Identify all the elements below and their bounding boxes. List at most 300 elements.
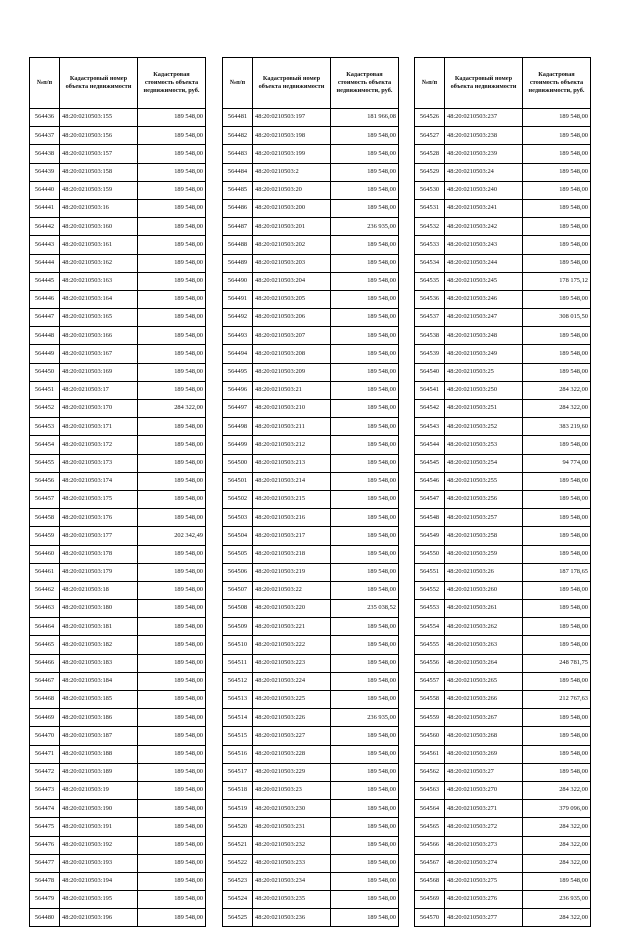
table-row bbox=[415, 436, 591, 454]
table-row bbox=[415, 563, 591, 581]
cadastral-number: 48:20:0210503:16 bbox=[60, 199, 138, 217]
cadastral-value: 189 548,00 bbox=[331, 199, 399, 217]
table-row bbox=[223, 763, 399, 781]
cadastral-value: 189 548,00 bbox=[138, 909, 206, 927]
row-number: 564564 bbox=[415, 800, 445, 818]
cadastral-value: 189 548,00 bbox=[331, 563, 399, 581]
row-number: 564448 bbox=[30, 327, 60, 345]
table-row bbox=[223, 545, 399, 563]
table-row bbox=[30, 472, 206, 490]
row-number: 564495 bbox=[223, 363, 253, 381]
cadastral-value: 189 548,00 bbox=[523, 109, 591, 127]
row-number: 564471 bbox=[30, 745, 60, 763]
row-number: 564556 bbox=[415, 654, 445, 672]
cadastral-value: 189 548,00 bbox=[331, 163, 399, 181]
cadastral-value: 189 548,00 bbox=[523, 600, 591, 618]
cadastral-value: 189 548,00 bbox=[138, 818, 206, 836]
cadastral-number: 48:20:0210503:185 bbox=[60, 691, 138, 709]
table-row bbox=[223, 345, 399, 363]
cadastral-value: 189 548,00 bbox=[523, 363, 591, 381]
cadastral-number: 48:20:0210503:20 bbox=[253, 181, 331, 199]
header-cadastral-value: Кадастровая стоимость объекта недвижимости, руб. bbox=[523, 58, 591, 109]
table-row bbox=[30, 436, 206, 454]
table-row bbox=[223, 472, 399, 490]
row-number: 564459 bbox=[30, 527, 60, 545]
table-row bbox=[223, 891, 399, 909]
table-row bbox=[30, 745, 206, 763]
header-cadastral-value: Кадастровая стоимость объекта недвижимости, руб. bbox=[331, 58, 399, 109]
cadastral-value: 178 175,12 bbox=[523, 272, 591, 290]
table-row bbox=[223, 127, 399, 145]
row-number: 564478 bbox=[30, 872, 60, 890]
row-number: 564549 bbox=[415, 527, 445, 545]
cadastral-number: 48:20:0210503:173 bbox=[60, 454, 138, 472]
cadastral-value: 308 015,50 bbox=[523, 309, 591, 327]
cadastral-value: 189 548,00 bbox=[138, 581, 206, 599]
cadastral-number: 48:20:0210503:217 bbox=[253, 527, 331, 545]
cadastral-number: 48:20:0210503:238 bbox=[445, 127, 523, 145]
row-number: 564501 bbox=[223, 472, 253, 490]
cadastral-value: 189 548,00 bbox=[331, 254, 399, 272]
header-num: №п/п bbox=[415, 58, 445, 109]
row-number: 564489 bbox=[223, 254, 253, 272]
row-number: 564547 bbox=[415, 490, 445, 508]
table-row bbox=[415, 745, 591, 763]
cadastral-value: 189 548,00 bbox=[331, 781, 399, 799]
cadastral-value: 189 548,00 bbox=[138, 218, 206, 236]
table-row bbox=[223, 309, 399, 327]
table-row bbox=[30, 309, 206, 327]
row-number: 564466 bbox=[30, 654, 60, 672]
table-row bbox=[30, 636, 206, 654]
row-number: 564463 bbox=[30, 600, 60, 618]
table-row bbox=[415, 836, 591, 854]
cadastral-number: 48:20:0210503:156 bbox=[60, 127, 138, 145]
cadastral-value: 202 342,49 bbox=[138, 527, 206, 545]
cadastral-number: 48:20:0210503:224 bbox=[253, 672, 331, 690]
table-row bbox=[223, 381, 399, 399]
cadastral-number: 48:20:0210503:187 bbox=[60, 727, 138, 745]
table-row bbox=[415, 254, 591, 272]
row-number: 564550 bbox=[415, 545, 445, 563]
row-number: 564442 bbox=[30, 218, 60, 236]
cadastral-table-1 bbox=[29, 57, 206, 927]
cadastral-value: 189 548,00 bbox=[138, 872, 206, 890]
cadastral-value: 189 548,00 bbox=[331, 345, 399, 363]
cadastral-value: 236 935,00 bbox=[331, 709, 399, 727]
cadastral-value: 189 548,00 bbox=[138, 600, 206, 618]
table-row bbox=[415, 672, 591, 690]
table-row bbox=[30, 454, 206, 472]
cadastral-value: 189 548,00 bbox=[138, 327, 206, 345]
cadastral-value: 189 548,00 bbox=[523, 236, 591, 254]
cadastral-value: 189 548,00 bbox=[138, 618, 206, 636]
cadastral-value: 379 096,00 bbox=[523, 800, 591, 818]
row-number: 564532 bbox=[415, 218, 445, 236]
cadastral-value: 189 548,00 bbox=[331, 236, 399, 254]
row-number: 564491 bbox=[223, 290, 253, 308]
cadastral-value: 189 548,00 bbox=[331, 636, 399, 654]
cadastral-value: 189 548,00 bbox=[331, 818, 399, 836]
cadastral-number: 48:20:0210503:182 bbox=[60, 636, 138, 654]
table-row bbox=[415, 872, 591, 890]
table-row bbox=[30, 545, 206, 563]
cadastral-value: 284 322,00 bbox=[523, 909, 591, 927]
cadastral-number: 48:20:0210503:213 bbox=[253, 454, 331, 472]
row-number: 564497 bbox=[223, 400, 253, 418]
table-row bbox=[223, 672, 399, 690]
row-number: 564535 bbox=[415, 272, 445, 290]
cadastral-value: 189 548,00 bbox=[523, 218, 591, 236]
row-number: 564502 bbox=[223, 490, 253, 508]
cadastral-number: 48:20:0210503:216 bbox=[253, 509, 331, 527]
table-row bbox=[415, 472, 591, 490]
table-row bbox=[223, 727, 399, 745]
table-row bbox=[223, 490, 399, 508]
cadastral-number: 48:20:0210503:172 bbox=[60, 436, 138, 454]
row-number: 564444 bbox=[30, 254, 60, 272]
row-number: 564514 bbox=[223, 709, 253, 727]
cadastral-number: 48:20:0210503:19 bbox=[60, 781, 138, 799]
cadastral-number: 48:20:0210503:206 bbox=[253, 309, 331, 327]
cadastral-number: 48:20:0210503:202 bbox=[253, 236, 331, 254]
cadastral-value: 189 548,00 bbox=[331, 854, 399, 872]
table-row bbox=[415, 854, 591, 872]
header-cadastral-number: Кадастровый номер объекта недвижимости bbox=[445, 58, 523, 109]
cadastral-number: 48:20:0210503:270 bbox=[445, 781, 523, 799]
table-row bbox=[223, 527, 399, 545]
row-number: 564553 bbox=[415, 600, 445, 618]
cadastral-value: 189 548,00 bbox=[331, 763, 399, 781]
row-number: 564523 bbox=[223, 872, 253, 890]
table-row bbox=[223, 254, 399, 272]
row-number: 564561 bbox=[415, 745, 445, 763]
cadastral-value: 189 548,00 bbox=[331, 454, 399, 472]
row-number: 564480 bbox=[30, 909, 60, 927]
cadastral-value: 189 548,00 bbox=[138, 745, 206, 763]
cadastral-number: 48:20:0210503:222 bbox=[253, 636, 331, 654]
cadastral-value: 235 038,52 bbox=[331, 600, 399, 618]
table-row bbox=[415, 345, 591, 363]
row-number: 564446 bbox=[30, 290, 60, 308]
cadastral-value: 189 548,00 bbox=[331, 727, 399, 745]
table-row bbox=[30, 254, 206, 272]
cadastral-number: 48:20:0210503:181 bbox=[60, 618, 138, 636]
row-number: 564473 bbox=[30, 781, 60, 799]
cadastral-number: 48:20:0210503:259 bbox=[445, 545, 523, 563]
cadastral-number: 48:20:0210503:245 bbox=[445, 272, 523, 290]
cadastral-number: 48:20:0210503:277 bbox=[445, 909, 523, 927]
table-row bbox=[223, 290, 399, 308]
cadastral-value: 189 548,00 bbox=[138, 309, 206, 327]
cadastral-value: 189 548,00 bbox=[331, 618, 399, 636]
cadastral-number: 48:20:0210503:230 bbox=[253, 800, 331, 818]
cadastral-number: 48:20:0210503:160 bbox=[60, 218, 138, 236]
table-row bbox=[415, 618, 591, 636]
cadastral-value: 236 935,00 bbox=[331, 218, 399, 236]
cadastral-value: 189 548,00 bbox=[138, 454, 206, 472]
table-row bbox=[223, 654, 399, 672]
cadastral-number: 48:20:0210503:269 bbox=[445, 745, 523, 763]
cadastral-value: 189 548,00 bbox=[138, 800, 206, 818]
row-number: 564494 bbox=[223, 345, 253, 363]
table-row bbox=[415, 654, 591, 672]
row-number: 564557 bbox=[415, 672, 445, 690]
cadastral-number: 48:20:0210503:252 bbox=[445, 418, 523, 436]
table-row bbox=[223, 163, 399, 181]
cadastral-value: 189 548,00 bbox=[523, 327, 591, 345]
row-number: 564440 bbox=[30, 181, 60, 199]
table-row bbox=[415, 109, 591, 127]
cadastral-value: 189 548,00 bbox=[138, 109, 206, 127]
cadastral-value: 189 548,00 bbox=[331, 654, 399, 672]
table-row bbox=[415, 181, 591, 199]
cadastral-value: 189 548,00 bbox=[523, 672, 591, 690]
cadastral-value: 189 548,00 bbox=[331, 381, 399, 399]
cadastral-number: 48:20:0210503:229 bbox=[253, 763, 331, 781]
row-number: 564513 bbox=[223, 691, 253, 709]
table-row bbox=[30, 127, 206, 145]
table-row bbox=[30, 909, 206, 927]
table-body bbox=[30, 109, 206, 927]
table-row bbox=[30, 709, 206, 727]
row-number: 564551 bbox=[415, 563, 445, 581]
cadastral-value: 189 548,00 bbox=[331, 872, 399, 890]
row-number: 564467 bbox=[30, 672, 60, 690]
table-row bbox=[30, 490, 206, 508]
table-row bbox=[223, 218, 399, 236]
cadastral-value: 189 548,00 bbox=[138, 290, 206, 308]
cadastral-value: 189 548,00 bbox=[331, 418, 399, 436]
table-row bbox=[223, 872, 399, 890]
cadastral-number: 48:20:0210503:227 bbox=[253, 727, 331, 745]
table-row bbox=[223, 109, 399, 127]
cadastral-value: 189 548,00 bbox=[331, 527, 399, 545]
cadastral-value: 189 548,00 bbox=[331, 909, 399, 927]
cadastral-value: 284 322,00 bbox=[523, 854, 591, 872]
cadastral-number: 48:20:0210503:22 bbox=[253, 581, 331, 599]
cadastral-number: 48:20:0210503:184 bbox=[60, 672, 138, 690]
row-number: 564518 bbox=[223, 781, 253, 799]
cadastral-value: 284 322,00 bbox=[523, 400, 591, 418]
table-row bbox=[415, 290, 591, 308]
row-number: 564505 bbox=[223, 545, 253, 563]
row-number: 564560 bbox=[415, 727, 445, 745]
cadastral-number: 48:20:0210503:190 bbox=[60, 800, 138, 818]
table-header-row bbox=[415, 58, 591, 109]
row-number: 564554 bbox=[415, 618, 445, 636]
table-row bbox=[30, 672, 206, 690]
cadastral-value: 189 548,00 bbox=[138, 199, 206, 217]
row-number: 564558 bbox=[415, 691, 445, 709]
cadastral-number: 48:20:0210503:266 bbox=[445, 691, 523, 709]
header-cadastral-number: Кадастровый номер объекта недвижимости bbox=[253, 58, 331, 109]
table-row bbox=[415, 600, 591, 618]
table-row bbox=[223, 272, 399, 290]
row-number: 564565 bbox=[415, 818, 445, 836]
cadastral-number: 48:20:0210503:255 bbox=[445, 472, 523, 490]
cadastral-number: 48:20:0210503:219 bbox=[253, 563, 331, 581]
cadastral-value: 189 548,00 bbox=[523, 545, 591, 563]
cadastral-value: 383 219,60 bbox=[523, 418, 591, 436]
row-number: 564503 bbox=[223, 509, 253, 527]
cadastral-number: 48:20:0210503:235 bbox=[253, 891, 331, 909]
row-number: 564507 bbox=[223, 581, 253, 599]
table-row bbox=[223, 454, 399, 472]
cadastral-value: 212 767,63 bbox=[523, 691, 591, 709]
cadastral-number: 48:20:0210503:248 bbox=[445, 327, 523, 345]
row-number: 564538 bbox=[415, 327, 445, 345]
table-row bbox=[30, 290, 206, 308]
cadastral-value: 189 548,00 bbox=[523, 490, 591, 508]
row-number: 564559 bbox=[415, 709, 445, 727]
cadastral-number: 48:20:0210503:268 bbox=[445, 727, 523, 745]
cadastral-number: 48:20:0210503:186 bbox=[60, 709, 138, 727]
row-number: 564546 bbox=[415, 472, 445, 490]
table-row bbox=[223, 327, 399, 345]
cadastral-number: 48:20:0210503:164 bbox=[60, 290, 138, 308]
cadastral-value: 189 548,00 bbox=[523, 509, 591, 527]
cadastral-number: 48:20:0210503:239 bbox=[445, 145, 523, 163]
row-number: 564541 bbox=[415, 381, 445, 399]
table-row bbox=[30, 109, 206, 127]
cadastral-value: 189 548,00 bbox=[138, 363, 206, 381]
cadastral-number: 48:20:0210503:162 bbox=[60, 254, 138, 272]
cadastral-value: 189 548,00 bbox=[331, 327, 399, 345]
cadastral-number: 48:20:0210503:256 bbox=[445, 490, 523, 508]
row-number: 564526 bbox=[415, 109, 445, 127]
row-number: 564462 bbox=[30, 581, 60, 599]
table-row bbox=[415, 781, 591, 799]
row-number: 564506 bbox=[223, 563, 253, 581]
cadastral-number: 48:20:0210503:257 bbox=[445, 509, 523, 527]
cadastral-value: 189 548,00 bbox=[523, 636, 591, 654]
cadastral-value: 189 548,00 bbox=[138, 563, 206, 581]
table-row bbox=[415, 490, 591, 508]
cadastral-value: 189 548,00 bbox=[331, 836, 399, 854]
cadastral-number: 48:20:0210503:167 bbox=[60, 345, 138, 363]
cadastral-number: 48:20:0210503:210 bbox=[253, 400, 331, 418]
table-row bbox=[223, 436, 399, 454]
cadastral-number: 48:20:0210503:165 bbox=[60, 309, 138, 327]
cadastral-number: 48:20:0210503:253 bbox=[445, 436, 523, 454]
cadastral-number: 48:20:0210503:170 bbox=[60, 400, 138, 418]
table-row bbox=[30, 381, 206, 399]
table-row bbox=[30, 327, 206, 345]
table-row bbox=[415, 454, 591, 472]
row-number: 564479 bbox=[30, 891, 60, 909]
table-row bbox=[415, 327, 591, 345]
cadastral-value: 189 548,00 bbox=[523, 199, 591, 217]
table-row bbox=[415, 363, 591, 381]
cadastral-number: 48:20:0210503:241 bbox=[445, 199, 523, 217]
cadastral-value: 189 548,00 bbox=[331, 436, 399, 454]
cadastral-value: 189 548,00 bbox=[523, 472, 591, 490]
table-row bbox=[415, 509, 591, 527]
table-row bbox=[415, 218, 591, 236]
row-number: 564485 bbox=[223, 181, 253, 199]
table-row bbox=[415, 727, 591, 745]
table-row bbox=[223, 418, 399, 436]
cadastral-number: 48:20:0210503:197 bbox=[253, 109, 331, 127]
cadastral-value: 189 548,00 bbox=[331, 127, 399, 145]
table-row bbox=[223, 618, 399, 636]
table-row bbox=[223, 199, 399, 217]
table-row bbox=[415, 381, 591, 399]
table-body bbox=[415, 109, 591, 927]
cadastral-number: 48:20:0210503:242 bbox=[445, 218, 523, 236]
table-row bbox=[223, 181, 399, 199]
cadastral-number: 48:20:0210503:260 bbox=[445, 581, 523, 599]
cadastral-value: 189 548,00 bbox=[331, 472, 399, 490]
table-row bbox=[30, 600, 206, 618]
table-row bbox=[415, 691, 591, 709]
table-row bbox=[30, 199, 206, 217]
row-number: 564525 bbox=[223, 909, 253, 927]
table-row bbox=[415, 800, 591, 818]
row-number: 564516 bbox=[223, 745, 253, 763]
cadastral-value: 187 178,65 bbox=[523, 563, 591, 581]
row-number: 564493 bbox=[223, 327, 253, 345]
table-row bbox=[30, 181, 206, 199]
row-number: 564524 bbox=[223, 891, 253, 909]
cadastral-value: 236 935,00 bbox=[523, 891, 591, 909]
table-row bbox=[415, 636, 591, 654]
cadastral-number: 48:20:0210503:207 bbox=[253, 327, 331, 345]
row-number: 564500 bbox=[223, 454, 253, 472]
cadastral-value: 284 322,00 bbox=[523, 381, 591, 399]
cadastral-number: 48:20:0210503:214 bbox=[253, 472, 331, 490]
cadastral-value: 189 548,00 bbox=[523, 581, 591, 599]
row-number: 564461 bbox=[30, 563, 60, 581]
table-row bbox=[30, 836, 206, 854]
table-row bbox=[415, 418, 591, 436]
cadastral-number: 48:20:0210503:157 bbox=[60, 145, 138, 163]
row-number: 564481 bbox=[223, 109, 253, 127]
table-row bbox=[223, 781, 399, 799]
row-number: 564490 bbox=[223, 272, 253, 290]
row-number: 564534 bbox=[415, 254, 445, 272]
cadastral-number: 48:20:0210503:231 bbox=[253, 818, 331, 836]
cadastral-value: 189 548,00 bbox=[331, 145, 399, 163]
table-row bbox=[223, 691, 399, 709]
cadastral-number: 48:20:0210503:179 bbox=[60, 563, 138, 581]
cadastral-number: 48:20:0210503:176 bbox=[60, 509, 138, 527]
table-row bbox=[30, 363, 206, 381]
row-number: 564469 bbox=[30, 709, 60, 727]
cadastral-number: 48:20:0210503:247 bbox=[445, 309, 523, 327]
cadastral-number: 48:20:0210503:271 bbox=[445, 800, 523, 818]
table-row bbox=[415, 891, 591, 909]
cadastral-value: 284 322,00 bbox=[523, 781, 591, 799]
cadastral-number: 48:20:0210503:199 bbox=[253, 145, 331, 163]
cadastral-value: 189 548,00 bbox=[523, 163, 591, 181]
row-number: 564484 bbox=[223, 163, 253, 181]
table-row bbox=[30, 400, 206, 418]
cadastral-number: 48:20:0210503:226 bbox=[253, 709, 331, 727]
row-number: 564542 bbox=[415, 400, 445, 418]
cadastral-number: 48:20:0210503:254 bbox=[445, 454, 523, 472]
cadastral-number: 48:20:0210503:221 bbox=[253, 618, 331, 636]
cadastral-number: 48:20:0210503:273 bbox=[445, 836, 523, 854]
row-number: 564441 bbox=[30, 199, 60, 217]
table-row bbox=[415, 763, 591, 781]
table-row bbox=[223, 909, 399, 927]
table-row bbox=[415, 236, 591, 254]
cadastral-number: 48:20:0210503:204 bbox=[253, 272, 331, 290]
row-number: 564517 bbox=[223, 763, 253, 781]
cadastral-value: 189 548,00 bbox=[138, 636, 206, 654]
